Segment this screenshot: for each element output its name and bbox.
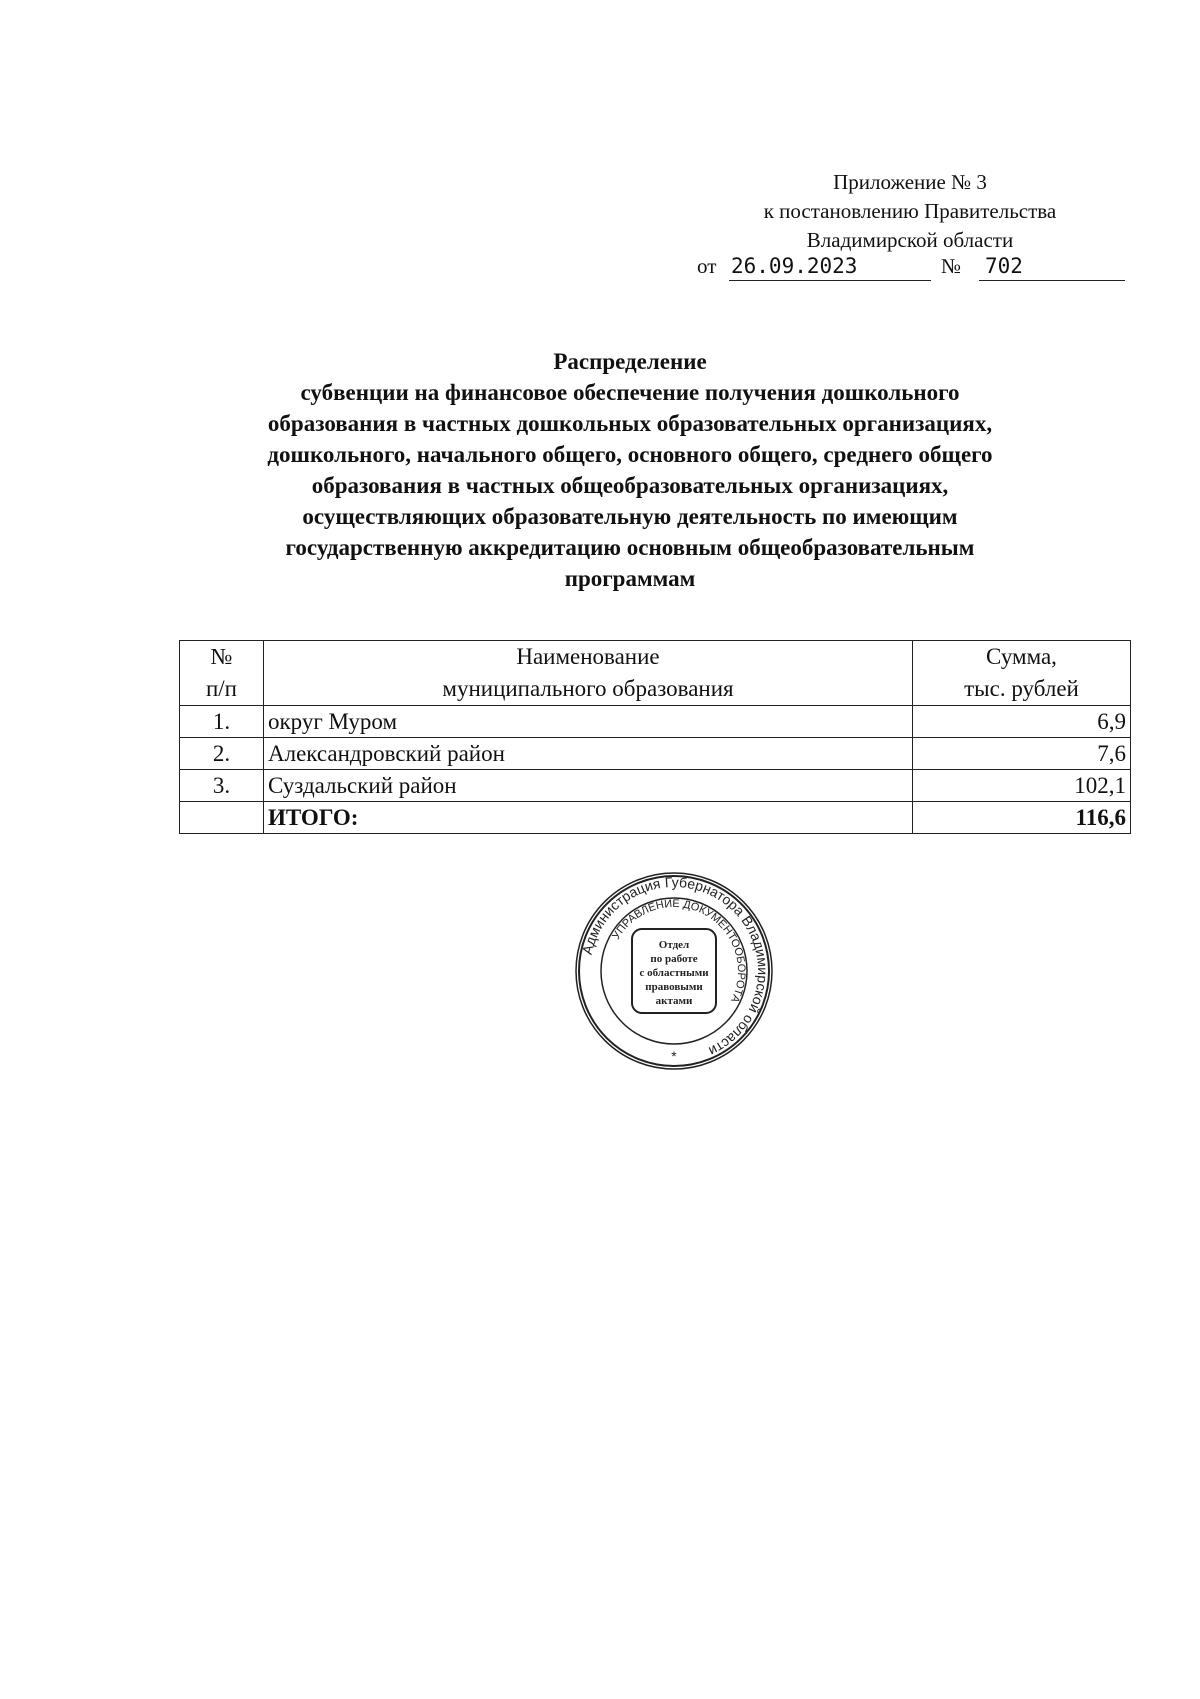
annex-subtitle: к постановлению Правительства xyxy=(763,199,1057,223)
row-name: округ Муром xyxy=(264,706,913,738)
header-number-line2: п/п xyxy=(205,676,237,701)
header-sum-line1: Сумма, xyxy=(986,644,1057,669)
title-line: образования в частных общеобразовательных организациях, xyxy=(311,473,949,498)
row-name: Александровский район xyxy=(264,738,913,770)
header-number-line1: № xyxy=(210,644,233,669)
row-sum: 102,1 xyxy=(913,770,1131,802)
seal-inner-text: УПРАВЛЕНИЕ ДОКУМЕНТООБОРОТА xyxy=(610,897,748,1005)
header-name-line2: муниципального образования xyxy=(442,676,734,701)
annex-region: Владимирской области xyxy=(806,228,1014,252)
seal-center-line: Отдел xyxy=(658,939,690,951)
seal-star-icon: * xyxy=(671,1048,677,1064)
title-line: программам xyxy=(564,566,696,591)
header-number xyxy=(180,641,264,706)
total-number xyxy=(180,802,264,834)
title-heading: Распределение xyxy=(553,349,707,374)
distribution-table xyxy=(179,640,1131,834)
title-line: субвенции на финансовое обеспечение получения дошкольного xyxy=(300,380,960,405)
row-sum: 7,6 xyxy=(913,738,1131,770)
total-label: ИТОГО: xyxy=(264,802,913,834)
table-row xyxy=(180,706,1131,738)
row-number: 2. xyxy=(180,738,264,770)
seal-center-line: актами xyxy=(655,995,693,1007)
seal-center-line: с областными xyxy=(639,967,709,979)
table-row xyxy=(180,738,1131,770)
table-header-row xyxy=(180,641,1131,706)
header-name-line1: Наименование xyxy=(516,644,660,669)
seal-outer-text: Администрация Губернатора Владимирской области xyxy=(578,873,772,1060)
seal-center-line: правовыми xyxy=(645,981,703,993)
registration-line xyxy=(697,254,1117,286)
row-number: 3. xyxy=(180,770,264,802)
document-number: 702 xyxy=(979,254,1125,281)
title-line: образования в частных дошкольных образовательных организациях, xyxy=(267,411,993,436)
annex-header xyxy=(700,168,1120,255)
document-title xyxy=(160,346,1100,594)
table-row xyxy=(180,770,1131,802)
header-sum-line2: тыс. рублей xyxy=(964,676,1079,701)
date-label: от xyxy=(697,254,717,278)
header-sum xyxy=(913,641,1131,706)
title-line: государственную аккредитацию основным общеобразовательным xyxy=(285,535,975,560)
row-number: 1. xyxy=(180,706,264,738)
total-row xyxy=(180,802,1131,834)
annex-title: Приложение № 3 xyxy=(833,170,987,194)
number-label: № xyxy=(941,254,962,278)
document-date: 26.09.2023 xyxy=(729,254,931,281)
title-line: осуществляющих образовательную деятельность по имеющим xyxy=(302,504,958,529)
row-sum: 6,9 xyxy=(913,706,1131,738)
row-name: Суздальский район xyxy=(264,770,913,802)
total-sum: 116,6 xyxy=(913,802,1131,834)
title-line: дошкольного, начального общего, основного общего, среднего общего xyxy=(267,442,993,467)
header-name xyxy=(264,641,913,706)
official-seal xyxy=(574,871,774,1071)
seal-center-line: по работе xyxy=(650,953,698,965)
